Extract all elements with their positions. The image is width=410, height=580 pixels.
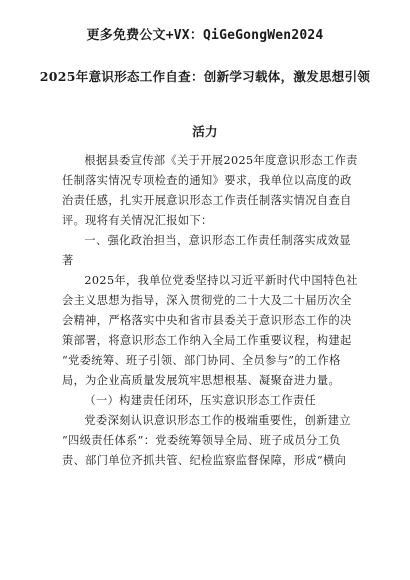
subsection-heading-1	[62, 391, 358, 411]
paragraph-intro	[62, 151, 358, 231]
text-line: 任制落实情况专项检查的通知》要求，我单位以高度的政	[62, 174, 352, 187]
text-line: 2025年，我单位党委坚持以习近平新时代中国特色社	[84, 274, 358, 287]
text-line: 治责任感，扎实开展意识形态工作责任制落实情况自查自	[62, 194, 352, 207]
text-line: 责、部门单位齐抓共管、纪检监察监督保障，形成“横向	[62, 454, 347, 467]
text-line: 党委深刻认识意识形态工作的极端重要性，创新建立	[84, 414, 351, 427]
paragraph-responsibility	[62, 411, 358, 471]
text-line: 根据县委宣传部《关于开展2025年度意识形态工作责	[84, 154, 358, 167]
text-line: 著	[62, 254, 74, 267]
document-title-line-2: 活力	[192, 124, 218, 139]
text-line: “党委统筹、班子引领、部门协同、全员参与”的工作格	[62, 354, 341, 367]
text-line: 会主义思想为指导，深入贯彻党的二十大及二十届历次全	[62, 294, 352, 307]
document-title-line-1: 2025年意识形态工作自查：创新学习载体，激发思想引领	[39, 69, 371, 84]
section-heading-1	[62, 231, 358, 271]
text-line: 会精神，严格落实中央和省市县委关于意识形态工作的决	[62, 314, 352, 327]
watermark-header: 更多免费公文+VX：QiGeGongWen2024	[86, 28, 324, 43]
text-line: （一）构建责任闭环，压实意识形态工作责任	[84, 394, 317, 407]
text-line: 策部署，将意识形态工作纳入全局工作重要议程，构建起	[62, 334, 352, 347]
text-line: 局，为企业高质量发展筑牢思想根基、凝聚奋进力量。	[62, 374, 341, 387]
document-body	[62, 151, 358, 471]
text-line: “四级责任体系”：党委统筹领导全局、班子成员分工负	[62, 434, 341, 447]
text-line: 评。现将有关情况汇报如下：	[62, 214, 213, 227]
text-line: 一、强化政治担当，意识形态工作责任制落实成效显	[84, 234, 351, 247]
paragraph-overview	[62, 271, 358, 391]
